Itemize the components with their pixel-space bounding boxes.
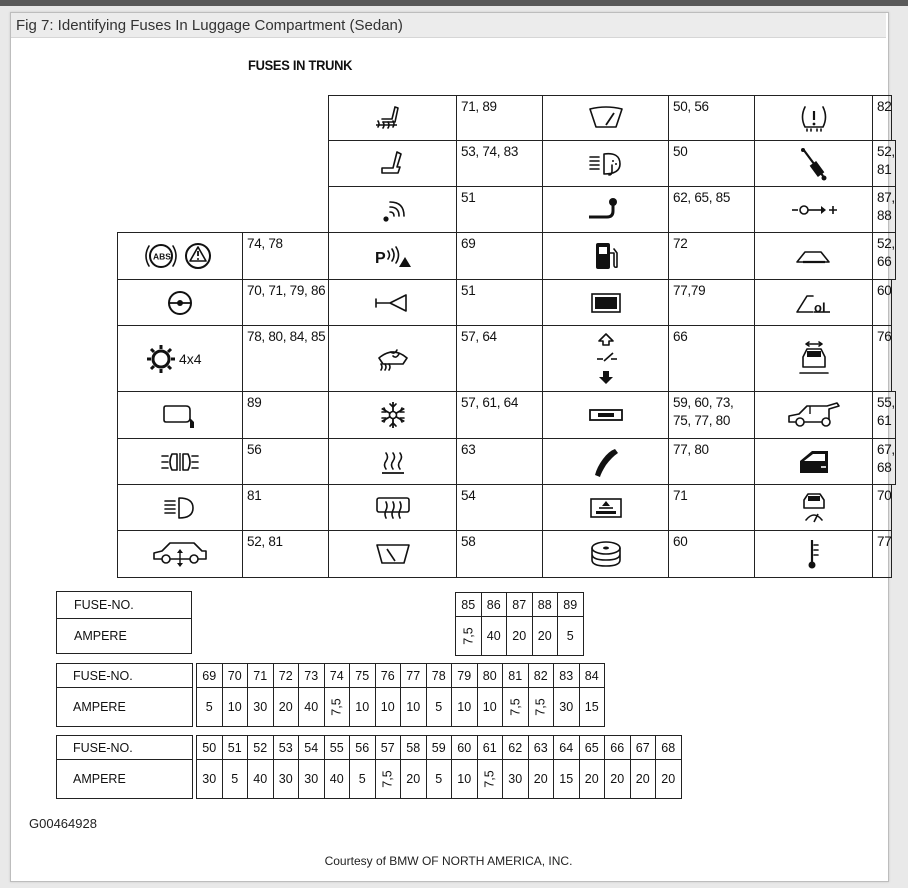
horn-icon: [328, 279, 457, 326]
windshield-defrost-icon: [328, 325, 457, 392]
fuse-numbers: 55, 61: [872, 391, 896, 439]
fuse-numbers: 78, 80, 84, 85: [242, 325, 329, 392]
ampere-cell: 20: [605, 760, 631, 799]
ampere-cell: 40: [299, 688, 325, 727]
fuse-number-cell: 60: [452, 736, 478, 760]
ampere-cell: 30: [273, 760, 299, 799]
ampere-value: 7,5: [380, 770, 395, 788]
shock-absorber-icon: [754, 140, 873, 187]
four-wheel-drive-label: 4x4: [179, 350, 202, 367]
ampere-cell: 10: [222, 688, 248, 727]
window-up-down-icon: [542, 325, 669, 392]
fuse-number-cell: 56: [350, 736, 376, 760]
fuse-number-cell: 68: [656, 736, 682, 760]
fuse-number-cell: 65: [579, 736, 605, 760]
fuse-number-cell: 53: [273, 736, 299, 760]
window-top-bar: [0, 0, 908, 6]
rear-wiper-icon: [542, 95, 669, 141]
ampere-cell: 20: [273, 688, 299, 727]
fuse-numbers: 70: [872, 484, 892, 531]
wiper-icon: [328, 530, 457, 578]
fuse-number-cell: 81: [503, 664, 529, 688]
ampere-cell: 20: [579, 760, 605, 799]
ampere-cell: 15: [579, 688, 605, 727]
fuse-numbers: 67, 68: [872, 438, 896, 485]
headlight-icon: [117, 484, 243, 531]
fuse-numbers: 50, 56: [668, 95, 755, 141]
fuel-pump-icon: [542, 232, 669, 280]
central-locking-icon: [754, 186, 873, 233]
ampere-cell: 30: [554, 688, 580, 727]
ampere-cell: [456, 617, 482, 656]
fuse-number-cell: 63: [528, 736, 554, 760]
ampere-cell: 40: [248, 760, 274, 799]
diagram-title: FUSES IN TRUNK: [248, 57, 353, 73]
fuse-number-cell: 62: [503, 736, 529, 760]
fuse-numbers: 56: [242, 438, 329, 485]
fuse-numbers: 70, 71, 79, 86: [242, 279, 329, 326]
ampere-cell: 10: [477, 688, 503, 727]
wheel-speed-icon: [754, 484, 873, 531]
air-conditioning-icon: [328, 391, 457, 439]
fuse-number-cell: 86: [481, 593, 507, 617]
ampere-cell: 5: [222, 760, 248, 799]
fuse-numbers: 72: [668, 232, 755, 280]
image-code: G00464928: [29, 816, 97, 831]
ride-height-icon: [754, 325, 873, 392]
ampere-cell: 40: [481, 617, 507, 656]
ampere-cell: [375, 760, 401, 799]
ampere-cell: [477, 760, 503, 799]
fuse-number-cell: 64: [554, 736, 580, 760]
fuse-numbers: 77, 80: [668, 438, 755, 485]
ampere-cell: 30: [197, 760, 223, 799]
fuse-number-cell: 70: [222, 664, 248, 688]
fuse-no-label: FUSE-NO.: [57, 664, 193, 688]
fuse-number-cell: 55: [324, 736, 350, 760]
fuse-number-cell: 54: [299, 736, 325, 760]
ampere-cell: [503, 688, 529, 727]
fog-light-icon: [117, 438, 243, 485]
ampere-cell: 20: [656, 760, 682, 799]
telephone-icon: [542, 438, 669, 485]
ampere-cell: 10: [375, 688, 401, 727]
fuse-number-cell: 50: [197, 736, 223, 760]
fuse-numbers: 77: [872, 530, 892, 578]
ampere-cell: 10: [350, 688, 376, 727]
trunk-lock-icon: [754, 279, 873, 326]
radio-icon: [542, 391, 669, 439]
fuse-numbers: 52, 81: [242, 530, 329, 578]
tire-pressure-warning-icon: [754, 95, 873, 141]
ampere-cell: 5: [426, 688, 452, 727]
ampere-value: 7,5: [461, 627, 476, 645]
fuse-number-cell: 89: [558, 593, 584, 617]
ampere-label: AMPERE: [57, 688, 193, 727]
fuse-numbers: 51: [456, 186, 543, 233]
fuse-number-cell: 73: [299, 664, 325, 688]
ampere-cell: 5: [197, 688, 223, 727]
fuse-numbers: 54: [456, 484, 543, 531]
cd-changer-icon: [542, 484, 669, 531]
sunroof-icon: [754, 232, 873, 280]
fuse-numbers: 89: [242, 391, 329, 439]
fuse-number-cell: 69: [197, 664, 223, 688]
ampere-cell: 20: [528, 760, 554, 799]
fuse-numbers: 87, 88: [872, 186, 896, 233]
fuse-number-cell: 52: [248, 736, 274, 760]
svg-text:ABS: ABS: [153, 251, 171, 262]
ampere-label: AMPERE: [57, 760, 193, 799]
fuse-numbers: 52, 81: [872, 140, 896, 187]
fuse-number-cell: 87: [507, 593, 533, 617]
fuse-numbers: 57, 61, 64: [456, 391, 543, 439]
fuse-numbers: 63: [456, 438, 543, 485]
fuse-number-cell: 72: [273, 664, 299, 688]
trailer-hitch-icon: [542, 186, 669, 233]
ampere-cell: 10: [452, 688, 478, 727]
fuse-numbers: 50: [668, 140, 755, 187]
seat-heating-icon: [328, 95, 457, 141]
fuse-number-cell: 57: [375, 736, 401, 760]
fuse-number-cell: 61: [477, 736, 503, 760]
ampere-cell: 30: [248, 688, 274, 727]
fuse-number-cell: 74: [324, 664, 350, 688]
display-screen-icon: [542, 279, 669, 326]
figure-frame: [10, 12, 895, 882]
fuse-table-69-84: [56, 663, 605, 727]
headlight-washer-icon: [542, 140, 669, 187]
fuse-number-cell: 66: [605, 736, 631, 760]
fuse-number-cell: 59: [426, 736, 452, 760]
fuse-numbers: 71, 89: [456, 95, 543, 141]
ampere-cell: 5: [558, 617, 584, 656]
fuse-number-cell: 51: [222, 736, 248, 760]
four-wheel-drive-icon: [117, 325, 243, 392]
fuse-numbers: 60: [872, 279, 892, 326]
figure-title: Fig 7: Identifying Fuses In Luggage Compartment (Sedan): [11, 13, 886, 38]
fuse-number-cell: 83: [554, 664, 580, 688]
fuse-number-cell: 71: [248, 664, 274, 688]
temperature-sensor-icon: [754, 530, 873, 578]
fuse-number-cell: 84: [579, 664, 605, 688]
fuse-table-50-68: [56, 735, 682, 799]
disc-stack-icon: [542, 530, 669, 578]
ampere-cell: 30: [503, 760, 529, 799]
fuse-numbers: 57, 64: [456, 325, 543, 392]
fuse-numbers: 71: [668, 484, 755, 531]
fuse-numbers: 58: [456, 530, 543, 578]
fuse-number-cell: 77: [401, 664, 427, 688]
ampere-cell: 15: [554, 760, 580, 799]
heater-icon: [328, 438, 457, 485]
fuse-numbers: 60: [668, 530, 755, 578]
fuse-number-cell: 85: [456, 593, 482, 617]
ampere-cell: 20: [532, 617, 558, 656]
wireless-signal-icon: [328, 186, 457, 233]
ampere-cell: 20: [507, 617, 533, 656]
fuse-number-cell: 79: [452, 664, 478, 688]
abs-warning-icon: [117, 232, 243, 280]
ampere-value: 7,5: [508, 698, 523, 716]
ampere-cell: 5: [426, 760, 452, 799]
fuse-number-cell: 88: [532, 593, 558, 617]
ampere-cell: 40: [324, 760, 350, 799]
fuse-numbers: 53, 74, 83: [456, 140, 543, 187]
ampere-cell: [528, 688, 554, 727]
ampere-cell: 20: [630, 760, 656, 799]
level-control-icon: [117, 530, 243, 578]
ampere-cell: 20: [401, 760, 427, 799]
fuse-numbers: 69: [456, 232, 543, 280]
fuse-numbers: 81: [242, 484, 329, 531]
park-distance-control-icon: [328, 232, 457, 280]
seat-adjust-icon: [328, 140, 457, 187]
fuse-number-cell: 78: [426, 664, 452, 688]
fuse-number-cell: 58: [401, 736, 427, 760]
rear-window-defrost-icon: [328, 484, 457, 531]
fuse-number-cell: 76: [375, 664, 401, 688]
fuse-numbers: 82: [872, 95, 892, 141]
ampere-label: AMPERE: [74, 629, 127, 643]
courtesy-note: Courtesy of BMW OF NORTH AMERICA, INC.: [324, 854, 573, 868]
svg-text:ol: ol: [813, 299, 826, 315]
fuse-no-label: FUSE-NO.: [74, 598, 134, 612]
steering-wheel-icon: [117, 279, 243, 326]
fuse-number-cell: 67: [630, 736, 656, 760]
fuse-label-box-a: [56, 591, 192, 654]
fuse-no-label: FUSE-NO.: [57, 736, 193, 760]
fuse-numbers: 76: [872, 325, 892, 392]
ampere-cell: [324, 688, 350, 727]
ampere-cell: 5: [350, 760, 376, 799]
ampere-cell: 30: [299, 760, 325, 799]
fuse-numbers: 77,79: [668, 279, 755, 326]
mirror-icon: [117, 391, 243, 439]
fuse-numbers: 59, 60, 73, 75, 77, 80: [668, 391, 755, 439]
ampere-value: 7,5: [533, 698, 548, 716]
fuse-number-cell: 82: [528, 664, 554, 688]
ampere-cell: 10: [452, 760, 478, 799]
fuse-number-cell: 80: [477, 664, 503, 688]
fuse-number-cell: 75: [350, 664, 376, 688]
ampere-cell: 10: [401, 688, 427, 727]
fuse-numbers: 62, 65, 85: [668, 186, 755, 233]
fuse-table-85-89: [455, 592, 584, 656]
ampere-value: 7,5: [482, 770, 497, 788]
fuse-numbers: 52, 66: [872, 232, 896, 280]
car-hatch-icon: [754, 391, 873, 439]
ampere-value: 7,5: [329, 698, 344, 716]
fuse-numbers: 51: [456, 279, 543, 326]
fuse-numbers: 74, 78: [242, 232, 329, 280]
power-window-icon: [754, 438, 873, 485]
fuse-numbers: 66: [668, 325, 755, 392]
svg-text:P: P: [374, 250, 386, 267]
